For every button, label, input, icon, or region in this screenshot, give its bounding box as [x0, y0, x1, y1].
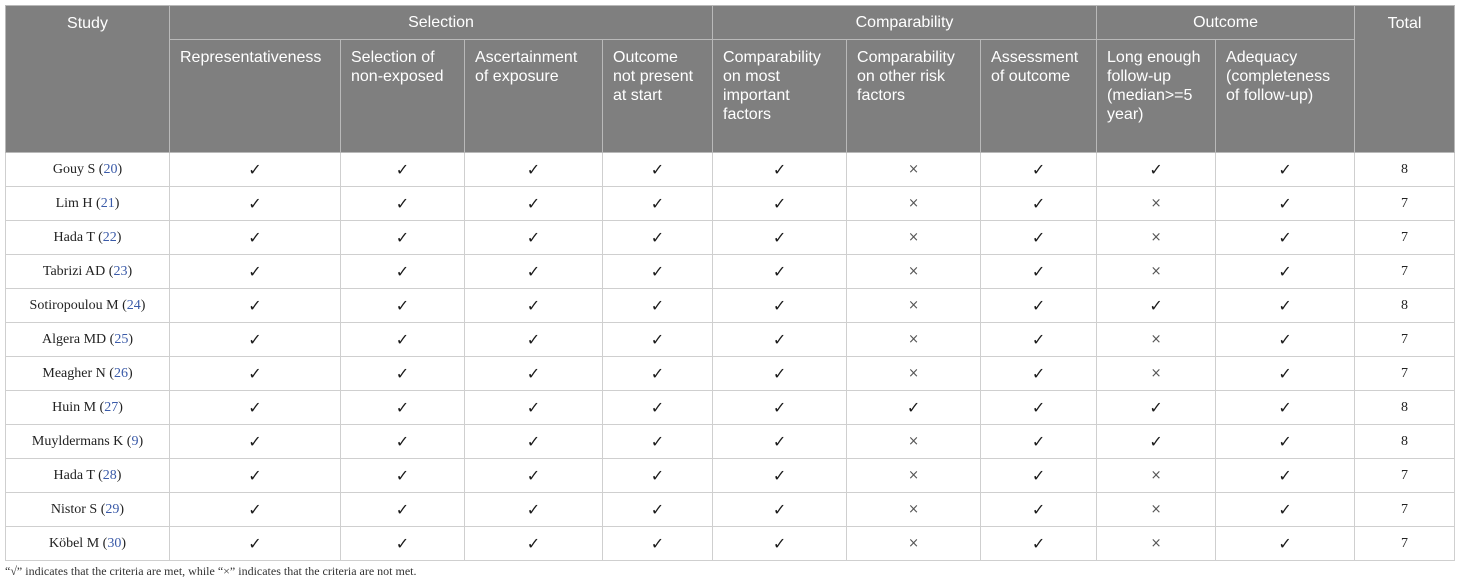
table-body — [6, 153, 1455, 561]
study-cell: Huin M (27) — [6, 391, 170, 425]
total-score: 8 — [1355, 391, 1455, 425]
criteria-met-mark: ✓ — [603, 221, 713, 255]
criteria-met-mark: ✓ — [1097, 153, 1216, 187]
study-name: Tabrizi AD — [42, 263, 106, 279]
criterion-header: Selection of non-exposed — [341, 40, 465, 153]
total-score: 7 — [1355, 357, 1455, 391]
table-row — [6, 493, 1455, 527]
criteria-met-mark: ✓ — [341, 459, 465, 493]
criteria-met-mark: ✓ — [170, 357, 341, 391]
criteria-met-mark: ✓ — [341, 357, 465, 391]
criteria-met-mark: ✓ — [170, 187, 341, 221]
table-row — [6, 289, 1455, 323]
reference-link[interactable]: 22 — [102, 229, 117, 245]
criteria-met-mark: ✓ — [603, 153, 713, 187]
table-row — [6, 391, 1455, 425]
criteria-met-mark: ✓ — [1097, 391, 1216, 425]
criteria-not-met-mark: × — [1097, 255, 1216, 289]
criteria-not-met-mark: × — [1097, 187, 1216, 221]
comparability-group-header: Comparability — [713, 6, 1097, 40]
criteria-met-mark: ✓ — [603, 323, 713, 357]
criteria-met-mark: ✓ — [981, 391, 1097, 425]
criteria-met-mark: ✓ — [1216, 289, 1355, 323]
reference-link[interactable]: 23 — [113, 263, 128, 279]
criteria-met-mark: ✓ — [713, 323, 847, 357]
criteria-met-mark: ✓ — [981, 357, 1097, 391]
criteria-met-mark: ✓ — [341, 323, 465, 357]
criteria-not-met-mark: × — [847, 153, 981, 187]
criteria-met-mark: ✓ — [603, 459, 713, 493]
criteria-met-mark: ✓ — [465, 289, 603, 323]
criteria-not-met-mark: × — [1097, 323, 1216, 357]
total-score: 7 — [1355, 323, 1455, 357]
criteria-met-mark: ✓ — [1216, 527, 1355, 561]
criteria-met-mark: ✓ — [1216, 255, 1355, 289]
criteria-not-met-mark: × — [1097, 493, 1216, 527]
criteria-met-mark: ✓ — [341, 425, 465, 459]
criteria-met-mark: ✓ — [713, 425, 847, 459]
total-score: 8 — [1355, 289, 1455, 323]
total-score: 7 — [1355, 221, 1455, 255]
criteria-met-mark: ✓ — [713, 459, 847, 493]
criteria-met-mark: ✓ — [465, 323, 603, 357]
total-score: 7 — [1355, 493, 1455, 527]
criteria-met-mark: ✓ — [465, 357, 603, 391]
criteria-not-met-mark: × — [1097, 357, 1216, 391]
criteria-met-mark: ✓ — [465, 493, 603, 527]
criteria-not-met-mark: × — [847, 527, 981, 561]
table-row — [6, 357, 1455, 391]
criteria-met-mark: ✓ — [465, 255, 603, 289]
criteria-met-mark: ✓ — [465, 527, 603, 561]
criteria-met-mark: ✓ — [981, 187, 1097, 221]
criteria-met-mark: ✓ — [465, 391, 603, 425]
reference-link[interactable]: 24 — [126, 297, 141, 313]
study-name: Gouy S — [52, 161, 96, 177]
total-score: 8 — [1355, 153, 1455, 187]
criteria-met-mark: ✓ — [465, 187, 603, 221]
criteria-not-met-mark: × — [1097, 221, 1216, 255]
criterion-header: Representativeness — [170, 40, 341, 153]
reference-link[interactable]: 21 — [100, 195, 115, 211]
table-row — [6, 323, 1455, 357]
reference-link[interactable]: 20 — [103, 161, 118, 177]
criteria-met-mark: ✓ — [603, 493, 713, 527]
study-cell: Lim H (21) — [6, 187, 170, 221]
reference-link[interactable]: 26 — [113, 365, 128, 381]
criteria-met-mark: ✓ — [603, 527, 713, 561]
criteria-met-mark: ✓ — [170, 527, 341, 561]
criteria-met-mark: ✓ — [341, 391, 465, 425]
table-row — [6, 527, 1455, 561]
criteria-met-mark: ✓ — [603, 425, 713, 459]
criteria-not-met-mark: × — [847, 493, 981, 527]
criteria-met-mark: ✓ — [713, 527, 847, 561]
table-footnote: “√” indicates that the criteria are met, while “×” indicates that the criteria are not met. — [5, 564, 417, 578]
study-cell: Meagher N (26) — [6, 357, 170, 391]
table-row — [6, 425, 1455, 459]
study-name: Hada T — [53, 229, 95, 245]
reference-link[interactable]: 30 — [107, 535, 122, 551]
study-name: Meagher N — [42, 365, 106, 381]
criterion-header: Long enough follow-up (median>=5 year) — [1097, 40, 1216, 153]
criteria-met-mark: ✓ — [170, 255, 341, 289]
study-name: Algera MD — [42, 331, 107, 347]
criteria-met-mark: ✓ — [341, 221, 465, 255]
criterion-header: Adequacy (completeness of follow-up) — [1216, 40, 1355, 153]
criteria-not-met-mark: × — [847, 255, 981, 289]
table-row — [6, 187, 1455, 221]
study-cell: Muyldermans K (9) — [6, 425, 170, 459]
criteria-met-mark: ✓ — [170, 425, 341, 459]
criteria-not-met-mark: × — [847, 425, 981, 459]
criteria-met-mark: ✓ — [1216, 425, 1355, 459]
criterion-header: Comparability on other risk factors — [847, 40, 981, 153]
reference-link[interactable]: 25 — [114, 331, 129, 347]
criteria-met-mark: ✓ — [170, 391, 341, 425]
criteria-met-mark: ✓ — [713, 289, 847, 323]
criteria-met-mark: ✓ — [341, 289, 465, 323]
criterion-header: Outcome not present at start — [603, 40, 713, 153]
criteria-met-mark: ✓ — [465, 425, 603, 459]
criteria-not-met-mark: × — [1097, 527, 1216, 561]
criteria-met-mark: ✓ — [603, 391, 713, 425]
criteria-met-mark: ✓ — [1216, 493, 1355, 527]
reference-link[interactable]: 28 — [102, 467, 117, 483]
criteria-met-mark: ✓ — [341, 527, 465, 561]
criteria-met-mark: ✓ — [170, 153, 341, 187]
criteria-met-mark: ✓ — [603, 187, 713, 221]
total-score: 8 — [1355, 425, 1455, 459]
criteria-not-met-mark: × — [847, 289, 981, 323]
criteria-met-mark: ✓ — [981, 493, 1097, 527]
criteria-met-mark: ✓ — [465, 459, 603, 493]
criteria-met-mark: ✓ — [1216, 187, 1355, 221]
study-name: Lim H — [55, 195, 93, 211]
criteria-header-row — [6, 40, 1455, 153]
study-cell: Sotiropoulou M (24) — [6, 289, 170, 323]
criteria-met-mark: ✓ — [465, 221, 603, 255]
criteria-met-mark: ✓ — [981, 425, 1097, 459]
study-name: Huin M — [52, 399, 97, 415]
study-cell: Hada T (28) — [6, 459, 170, 493]
study-cell: Algera MD (25) — [6, 323, 170, 357]
criteria-not-met-mark: × — [847, 187, 981, 221]
criteria-met-mark: ✓ — [713, 153, 847, 187]
table-row — [6, 221, 1455, 255]
selection-group-header: Selection — [170, 6, 713, 40]
criteria-met-mark: ✓ — [1097, 425, 1216, 459]
table-row — [6, 153, 1455, 187]
study-cell: Köbel M (30) — [6, 527, 170, 561]
criteria-met-mark: ✓ — [981, 459, 1097, 493]
criteria-met-mark: ✓ — [1216, 459, 1355, 493]
study-name: Nistor S — [50, 501, 98, 517]
criteria-met-mark: ✓ — [981, 289, 1097, 323]
criteria-met-mark: ✓ — [170, 289, 341, 323]
criteria-met-mark: ✓ — [1216, 357, 1355, 391]
criteria-met-mark: ✓ — [1216, 221, 1355, 255]
criteria-met-mark: ✓ — [981, 255, 1097, 289]
study-name: Köbel M — [48, 535, 100, 551]
criterion-header: Comparability on most important factors — [713, 40, 847, 153]
criteria-met-mark: ✓ — [1216, 153, 1355, 187]
criteria-met-mark: ✓ — [465, 153, 603, 187]
study-cell: Hada T (22) — [6, 221, 170, 255]
study-name: Muyldermans K — [31, 433, 124, 449]
criteria-not-met-mark: × — [847, 459, 981, 493]
criteria-met-mark: ✓ — [1216, 323, 1355, 357]
study-cell: Nistor S (29) — [6, 493, 170, 527]
criteria-not-met-mark: × — [1097, 459, 1216, 493]
criteria-met-mark: ✓ — [170, 459, 341, 493]
criteria-met-mark: ✓ — [603, 357, 713, 391]
total-score: 7 — [1355, 187, 1455, 221]
criteria-met-mark: ✓ — [981, 323, 1097, 357]
study-cell: Gouy S (20) — [6, 153, 170, 187]
study-cell: Tabrizi AD (23) — [6, 255, 170, 289]
criteria-met-mark: ✓ — [170, 493, 341, 527]
group-header-row — [6, 6, 1455, 40]
table-row — [6, 255, 1455, 289]
criterion-header: Ascertainment of exposure — [465, 40, 603, 153]
total-score: 7 — [1355, 527, 1455, 561]
study-column-header: Study — [6, 6, 170, 153]
reference-link[interactable]: 9 — [131, 433, 139, 449]
criteria-met-mark: ✓ — [847, 391, 981, 425]
total-score: 7 — [1355, 255, 1455, 289]
criteria-met-mark: ✓ — [341, 187, 465, 221]
reference-link[interactable]: 29 — [105, 501, 120, 517]
criteria-met-mark: ✓ — [713, 255, 847, 289]
criteria-met-mark: ✓ — [1216, 391, 1355, 425]
reference-link[interactable]: 27 — [104, 399, 119, 415]
total-score: 7 — [1355, 459, 1455, 493]
criteria-met-mark: ✓ — [713, 493, 847, 527]
criteria-met-mark: ✓ — [603, 255, 713, 289]
criteria-met-mark: ✓ — [981, 527, 1097, 561]
total-column-header: Total — [1355, 6, 1455, 153]
criteria-met-mark: ✓ — [170, 221, 341, 255]
criteria-met-mark: ✓ — [713, 357, 847, 391]
criteria-met-mark: ✓ — [713, 221, 847, 255]
criterion-header: Assessment of outcome — [981, 40, 1097, 153]
criteria-not-met-mark: × — [847, 221, 981, 255]
quality-assessment-table — [5, 5, 1455, 561]
criteria-met-mark: ✓ — [1097, 289, 1216, 323]
criteria-met-mark: ✓ — [603, 289, 713, 323]
criteria-met-mark: ✓ — [981, 221, 1097, 255]
criteria-met-mark: ✓ — [341, 493, 465, 527]
study-name: Sotiropoulou M — [29, 297, 119, 313]
study-name: Hada T — [53, 467, 95, 483]
criteria-met-mark: ✓ — [170, 323, 341, 357]
criteria-met-mark: ✓ — [341, 255, 465, 289]
table-row — [6, 459, 1455, 493]
criteria-met-mark: ✓ — [981, 153, 1097, 187]
criteria-met-mark: ✓ — [713, 187, 847, 221]
outcome-group-header: Outcome — [1097, 6, 1355, 40]
criteria-met-mark: ✓ — [713, 391, 847, 425]
criteria-not-met-mark: × — [847, 357, 981, 391]
criteria-met-mark: ✓ — [341, 153, 465, 187]
criteria-not-met-mark: × — [847, 323, 981, 357]
